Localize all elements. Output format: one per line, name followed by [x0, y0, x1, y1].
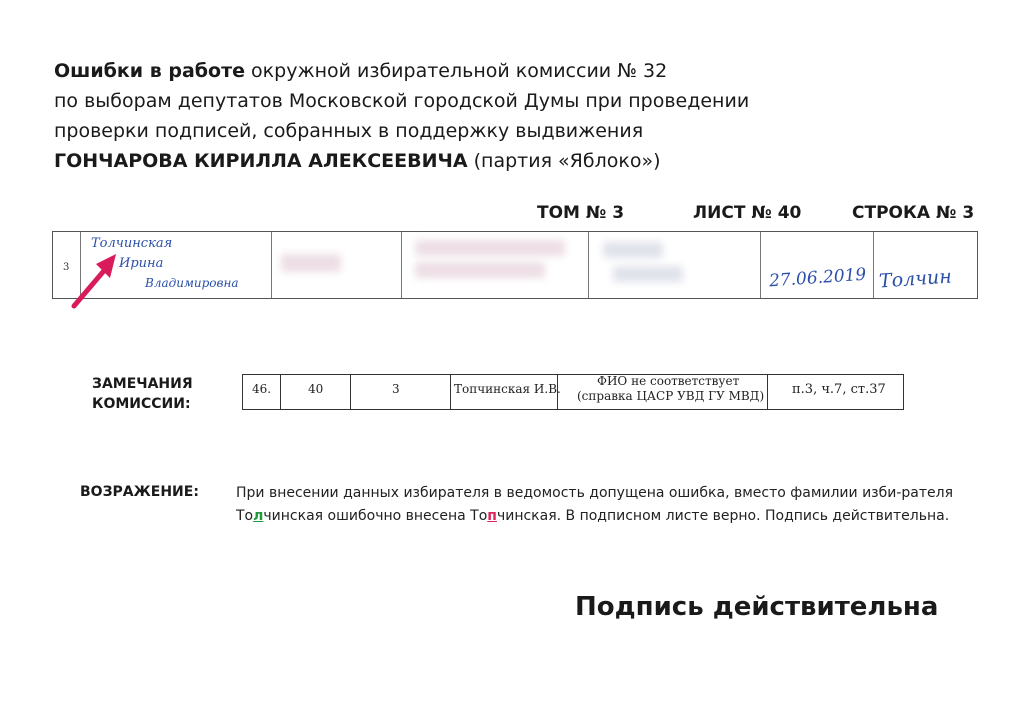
candidate-party: (партия «Яблоко») [467, 150, 661, 172]
pointer-arrow-icon [68, 248, 128, 312]
remarks-label-line-2: КОМИССИИ: [92, 396, 191, 412]
handwritten-first-name: Ирина [119, 256, 164, 271]
header-line-4 [54, 146, 814, 176]
document-header [54, 56, 814, 176]
redacted-passport-2 [613, 266, 683, 282]
volume-label: ТОМ № 3 [537, 203, 625, 223]
handwritten-patronymic: Владимировна [145, 276, 239, 290]
remarks-label-line-1: ЗАМЕЧАНИЯ [92, 376, 193, 392]
redacted-address-2 [415, 262, 545, 278]
header-bold-title: Ошибки в работе [54, 60, 246, 82]
remark-name: Топчинская И.В. [454, 382, 561, 396]
remarks-label [92, 374, 193, 414]
handwritten-surname: Толчинская [91, 236, 173, 251]
wrong-letter: п [487, 508, 497, 524]
verdict: Подпись действительна [575, 592, 939, 622]
remark-sheet: 40 [308, 382, 324, 396]
row-label: СТРОКА № 3 [852, 203, 975, 223]
header-line-1 [54, 56, 814, 86]
correct-letter: л [253, 508, 264, 524]
remark-law: п.3, ч.7, ст.37 [792, 382, 886, 397]
signature-sheet-scan [52, 231, 978, 299]
sheet-reference [0, 203, 1024, 227]
remark-reason-2: (справка ЦАСР УВД ГУ МВД) [577, 389, 765, 403]
handwritten-date: 27.06.2019 [768, 264, 867, 292]
remark-reason-1: ФИО не соответствует [597, 374, 740, 388]
candidate-name: ГОНЧАРОВА КИРИЛЛА АЛЕКСЕЕВИЧА [54, 150, 468, 172]
commission-remarks-scan [242, 366, 904, 410]
header-line-2: по выборам депутатов Московской городской Думы при проведении [54, 90, 750, 112]
scan-row-number: 3 [63, 262, 70, 273]
objection-text: При внесении данных избирателя в ведомость допущена ошибка, вместо фамилии изби-рателя Толчинская ошибочно внесена Топчинская. В подписном листе верно. Подпись действительна. [236, 485, 954, 524]
remark-number: 46. [252, 382, 272, 396]
sheet-label: ЛИСТ № 40 [693, 203, 802, 223]
redacted-address-1 [415, 240, 565, 256]
redacted-passport-1 [603, 242, 663, 258]
header-line-3: проверки подписей, собранных в поддержку выдвижения [54, 120, 644, 142]
remark-line: 3 [392, 382, 400, 396]
handwritten-signature: Толчин [878, 265, 953, 293]
objection-label: ВОЗРАЖЕНИЕ: [80, 484, 199, 500]
header-commission: окружной избирательной комиссии № 32 [245, 60, 668, 82]
redacted-birthdate [281, 254, 341, 272]
